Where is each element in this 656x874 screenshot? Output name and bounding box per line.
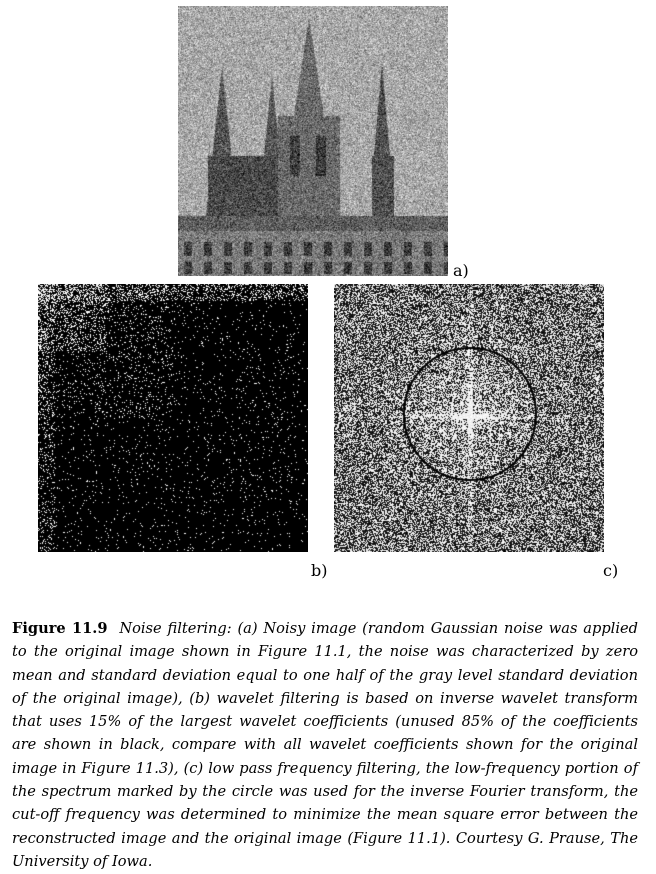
- figure-number: Figure 11.9: [12, 620, 108, 637]
- noisy-image-panel: [178, 6, 448, 276]
- caption-text: Noise filtering: (a) Noisy image (random Gaussian noise was applied to the original image shown in Figure 11.1, the noise was characterized by zero mean and standard deviation equal to one half of the gray level standard deviation of the original image), (b) wavelet filtering is based on inverse wavelet transform that uses 15% of the largest wavelet coefficients (unused 85% of the coefficients are shown in black, compare with all wavelet coefficients shown for the original image in Figure 11.3), (c) low pass frequency filtering, the low-frequency portion of the spectrum marked by the circle was used for the inverse Fourier transform, the cut-off frequency was determined to minimize the mean square error between the reconstructed image and the original image (Figure 11.1). Courtesy G. Prause, The University of Iowa.: [12, 620, 638, 870]
- panel-label-a: a): [453, 261, 469, 280]
- wavelet-panel: [38, 284, 308, 552]
- wavelet-coefficients-image: [38, 284, 308, 552]
- noisy-castle-image: [178, 6, 448, 276]
- panel-label-b: b): [311, 561, 328, 580]
- figure-caption: [12, 617, 638, 873]
- panel-label-c: c): [603, 561, 619, 580]
- fourier-panel: [334, 284, 604, 552]
- fourier-spectrum-image: [334, 284, 604, 552]
